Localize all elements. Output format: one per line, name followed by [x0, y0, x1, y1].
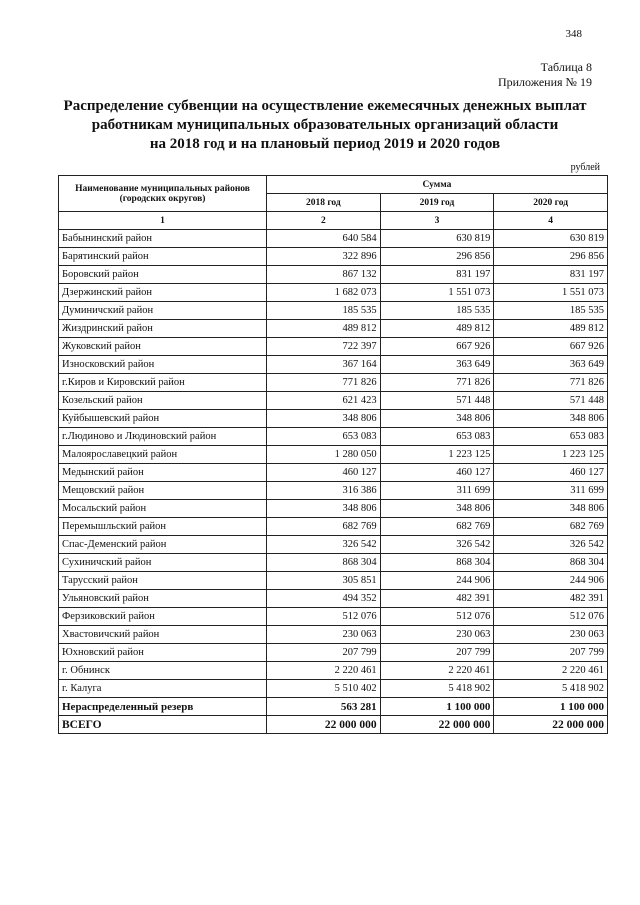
- value-2018: 489 812: [267, 320, 381, 338]
- value-2019: 653 083: [380, 428, 494, 446]
- value-2018: 512 076: [267, 608, 381, 626]
- page-number: 348: [565, 28, 582, 40]
- title-line: работникам муниципальных образовательных организаций области: [91, 117, 559, 133]
- municipality-name: Жиздринский район: [59, 320, 267, 338]
- value-2018: 185 535: [267, 302, 381, 320]
- column-index: 1: [59, 212, 267, 230]
- table-row: [59, 464, 608, 482]
- column-index-row: [59, 212, 608, 230]
- municipality-name: Дзержинский район: [59, 284, 267, 302]
- value-2018: 867 132: [267, 266, 381, 284]
- value-2018: 1 280 050: [267, 446, 381, 464]
- column-index: 3: [380, 212, 494, 230]
- value-2019: 460 127: [380, 464, 494, 482]
- column-index: 4: [494, 212, 608, 230]
- value-2018: 207 799: [267, 644, 381, 662]
- value-2019: 489 812: [380, 320, 494, 338]
- value-2018: 868 304: [267, 554, 381, 572]
- value-2018: 348 806: [267, 410, 381, 428]
- value-2020: 630 819: [494, 230, 608, 248]
- value-2020: 244 906: [494, 572, 608, 590]
- title-line: Распределение субвенции на осуществление ежемесячных денежных выплат: [63, 98, 587, 114]
- value-2020: 5 418 902: [494, 680, 608, 698]
- document-title: [40, 97, 610, 154]
- value-2020: 482 391: [494, 590, 608, 608]
- municipality-name: Бабынинский район: [59, 230, 267, 248]
- reserve-row: [59, 698, 608, 716]
- value-2020: 667 926: [494, 338, 608, 356]
- value-2019: 5 418 902: [380, 680, 494, 698]
- value-2020: 1 223 125: [494, 446, 608, 464]
- value-2020: 831 197: [494, 266, 608, 284]
- table-row: [59, 284, 608, 302]
- value-2019: 326 542: [380, 536, 494, 554]
- table-row: [59, 320, 608, 338]
- municipality-name: Мещовский район: [59, 482, 267, 500]
- value-2020: 489 812: [494, 320, 608, 338]
- value-2019: 348 806: [380, 410, 494, 428]
- table-row: [59, 302, 608, 320]
- value-2020: 460 127: [494, 464, 608, 482]
- value-2018: 348 806: [267, 500, 381, 518]
- value-2018: 230 063: [267, 626, 381, 644]
- total-2019: 22 000 000: [380, 716, 494, 734]
- municipality-name: Мосальский район: [59, 500, 267, 518]
- table-row: [59, 608, 608, 626]
- value-2018: 5 510 402: [267, 680, 381, 698]
- value-2020: 571 448: [494, 392, 608, 410]
- value-2018: 326 542: [267, 536, 381, 554]
- table-row: [59, 428, 608, 446]
- value-2020: 868 304: [494, 554, 608, 572]
- municipality-name: Малоярославецкий район: [59, 446, 267, 464]
- municipality-name: Хвастовичский район: [59, 626, 267, 644]
- value-2020: 348 806: [494, 410, 608, 428]
- value-2018: 367 164: [267, 356, 381, 374]
- municipality-name: г. Обнинск: [59, 662, 267, 680]
- total-label: ВСЕГО: [59, 716, 267, 734]
- value-2019: 185 535: [380, 302, 494, 320]
- table-row: [59, 536, 608, 554]
- value-2020: 296 856: [494, 248, 608, 266]
- municipality-name: Юхновский район: [59, 644, 267, 662]
- municipality-name: г.Людиново и Людиновский район: [59, 428, 267, 446]
- value-2018: 722 397: [267, 338, 381, 356]
- value-2019: 771 826: [380, 374, 494, 392]
- value-2018: 640 584: [267, 230, 381, 248]
- table-row: [59, 356, 608, 374]
- table-row: [59, 374, 608, 392]
- municipality-name: Козельский район: [59, 392, 267, 410]
- value-2018: 494 352: [267, 590, 381, 608]
- total-2020: 22 000 000: [494, 716, 608, 734]
- municipality-name: г.Киров и Кировский район: [59, 374, 267, 392]
- table-row: [59, 590, 608, 608]
- table-row: [59, 410, 608, 428]
- subvention-table: [58, 175, 608, 734]
- municipality-name: Перемышльский район: [59, 518, 267, 536]
- value-2018: 2 220 461: [267, 662, 381, 680]
- year-2018-header: 2018 год: [267, 194, 381, 212]
- value-2019: 230 063: [380, 626, 494, 644]
- value-2020: 207 799: [494, 644, 608, 662]
- value-2020: 326 542: [494, 536, 608, 554]
- value-2020: 682 769: [494, 518, 608, 536]
- year-2019-header: 2019 год: [380, 194, 494, 212]
- table-row: [59, 644, 608, 662]
- total-row: [59, 716, 608, 734]
- table-row: [59, 626, 608, 644]
- value-2018: 322 896: [267, 248, 381, 266]
- value-2019: 363 649: [380, 356, 494, 374]
- municipality-name: Боровский район: [59, 266, 267, 284]
- table-reference: [498, 60, 592, 90]
- column-index: 2: [267, 212, 381, 230]
- table-label: Таблица 8: [540, 60, 592, 74]
- value-2019: 311 699: [380, 482, 494, 500]
- table-row: [59, 680, 608, 698]
- year-2020-header: 2020 год: [494, 194, 608, 212]
- reserve-2019: 1 100 000: [380, 698, 494, 716]
- municipality-name: Жуковский район: [59, 338, 267, 356]
- value-2020: 2 220 461: [494, 662, 608, 680]
- value-2019: 2 220 461: [380, 662, 494, 680]
- table-row: [59, 554, 608, 572]
- value-2018: 316 386: [267, 482, 381, 500]
- table-row: [59, 572, 608, 590]
- municipality-name: Тарусский район: [59, 572, 267, 590]
- value-2018: 460 127: [267, 464, 381, 482]
- value-2019: 207 799: [380, 644, 494, 662]
- value-2018: 1 682 073: [267, 284, 381, 302]
- value-2019: 667 926: [380, 338, 494, 356]
- value-2019: 868 304: [380, 554, 494, 572]
- value-2018: 653 083: [267, 428, 381, 446]
- appendix-label: Приложения № 19: [497, 75, 592, 89]
- title-line: на 2018 год и на плановый период 2019 и 2020 годов: [149, 136, 501, 152]
- table-row: [59, 518, 608, 536]
- sum-header: Сумма: [267, 176, 608, 194]
- value-2019: 348 806: [380, 500, 494, 518]
- municipality-column-header: Наименование муниципальных районов (городских округов): [59, 176, 267, 212]
- table-row: [59, 392, 608, 410]
- value-2019: 482 391: [380, 590, 494, 608]
- value-2019: 1 223 125: [380, 446, 494, 464]
- municipality-name: Ферзиковский район: [59, 608, 267, 626]
- value-2020: 185 535: [494, 302, 608, 320]
- municipality-name: Куйбышевский район: [59, 410, 267, 428]
- value-2020: 348 806: [494, 500, 608, 518]
- value-2019: 1 551 073: [380, 284, 494, 302]
- value-2018: 621 423: [267, 392, 381, 410]
- value-2019: 512 076: [380, 608, 494, 626]
- value-2020: 512 076: [494, 608, 608, 626]
- municipality-name: Спас-Деменский район: [59, 536, 267, 554]
- reserve-label: Нераспределенный резерв: [59, 698, 267, 716]
- total-2018: 22 000 000: [267, 716, 381, 734]
- table-row: [59, 338, 608, 356]
- units-label: рублей: [570, 162, 600, 173]
- table-row: [59, 500, 608, 518]
- table-row: [59, 248, 608, 266]
- reserve-2020: 1 100 000: [494, 698, 608, 716]
- value-2019: 630 819: [380, 230, 494, 248]
- table-row: [59, 230, 608, 248]
- reserve-2018: 563 281: [267, 698, 381, 716]
- municipality-name: Ульяновский район: [59, 590, 267, 608]
- table-row: [59, 662, 608, 680]
- municipality-name: Медынский район: [59, 464, 267, 482]
- value-2018: 771 826: [267, 374, 381, 392]
- table-row: [59, 446, 608, 464]
- value-2020: 363 649: [494, 356, 608, 374]
- value-2019: 571 448: [380, 392, 494, 410]
- value-2019: 831 197: [380, 266, 494, 284]
- municipality-name: Думиничский район: [59, 302, 267, 320]
- municipality-name: Барятинский район: [59, 248, 267, 266]
- value-2019: 296 856: [380, 248, 494, 266]
- municipality-name: Износковский район: [59, 356, 267, 374]
- municipality-name: Сухиничский район: [59, 554, 267, 572]
- value-2018: 305 851: [267, 572, 381, 590]
- table-row: [59, 266, 608, 284]
- value-2019: 244 906: [380, 572, 494, 590]
- municipality-name: г. Калуга: [59, 680, 267, 698]
- value-2020: 1 551 073: [494, 284, 608, 302]
- value-2020: 771 826: [494, 374, 608, 392]
- value-2020: 230 063: [494, 626, 608, 644]
- table-row: [59, 482, 608, 500]
- value-2019: 682 769: [380, 518, 494, 536]
- value-2018: 682 769: [267, 518, 381, 536]
- value-2020: 311 699: [494, 482, 608, 500]
- value-2020: 653 083: [494, 428, 608, 446]
